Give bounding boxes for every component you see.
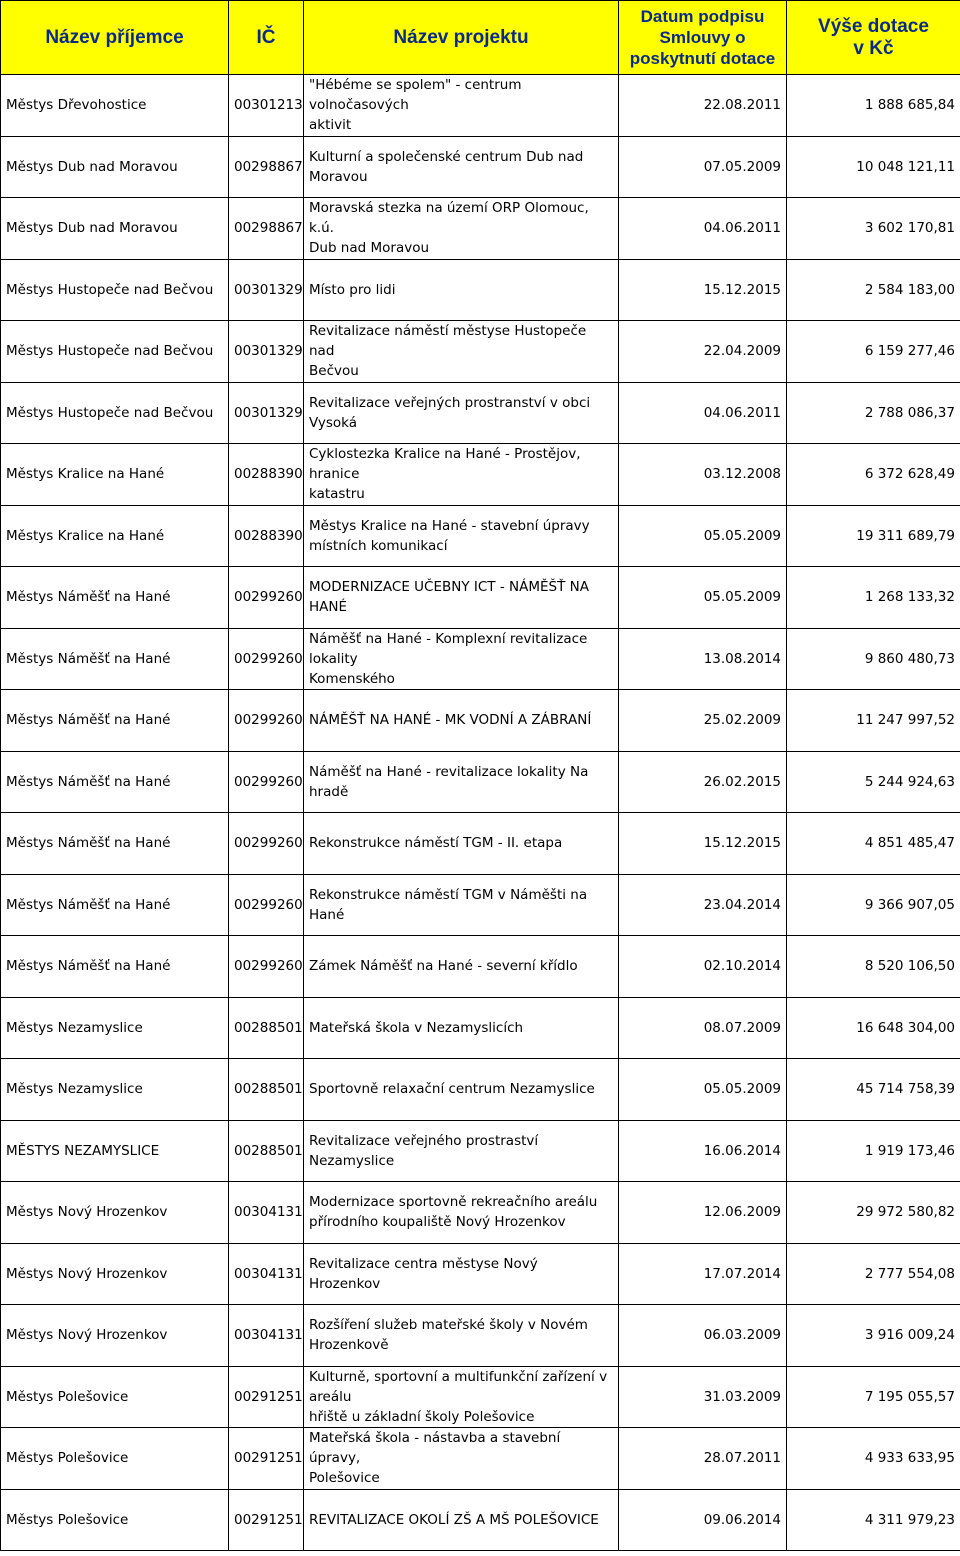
project-line: Rozšíření služeb mateřské školy v Novém bbox=[309, 1317, 588, 1334]
project-line: NÁMĚŠŤ NA HANÉ - MK VODNÍ A ZÁBRANÍ bbox=[309, 712, 592, 729]
recipient-cell: Městys Hustopeče nad Bečvou bbox=[1, 259, 229, 321]
amount-cell: 2 788 086,37 bbox=[787, 382, 960, 444]
project-line: Revitalizace veřejných prostranství v obci bbox=[309, 394, 591, 411]
project-line: Moravou bbox=[309, 168, 368, 185]
ic-cell: 00304131 bbox=[229, 1243, 304, 1305]
recipient-cell: Městys Dřevohostice bbox=[1, 75, 229, 137]
project-line: HANÉ bbox=[309, 599, 348, 616]
table-row bbox=[1, 1120, 960, 1182]
ic-cell: 00304131 bbox=[229, 1182, 304, 1244]
table-row bbox=[1, 690, 960, 752]
project-line: Dub nad Moravou bbox=[309, 240, 430, 257]
table-row bbox=[1, 75, 960, 137]
date-cell: 28.07.2011 bbox=[619, 1428, 787, 1490]
project-line: k.ú. bbox=[309, 220, 334, 237]
project-line: Sportovně relaxační centrum Nezamyslice bbox=[309, 1081, 595, 1098]
project-line: Polešovice bbox=[309, 1470, 380, 1487]
date-cell: 04.06.2011 bbox=[619, 382, 787, 444]
recipient-cell: Městys Náměšť na Hané bbox=[1, 751, 229, 813]
table-row bbox=[1, 444, 960, 506]
project-line: Místo pro lidi bbox=[309, 281, 396, 298]
ic-cell: 00299260 bbox=[229, 690, 304, 752]
amount-cell: 11 247 997,52 bbox=[787, 690, 960, 752]
project-cell bbox=[304, 1182, 619, 1244]
amount-cell: 6 372 628,49 bbox=[787, 444, 960, 506]
date-cell: 13.08.2014 bbox=[619, 628, 787, 690]
date-cell: 23.04.2014 bbox=[619, 874, 787, 936]
recipient-cell: Městys Dub nad Moravou bbox=[1, 198, 229, 260]
amount-cell: 16 648 304,00 bbox=[787, 997, 960, 1059]
amount-cell: 3 916 009,24 bbox=[787, 1305, 960, 1367]
recipient-cell: Městys Nezamyslice bbox=[1, 997, 229, 1059]
recipient-cell: Městys Hustopeče nad Bečvou bbox=[1, 321, 229, 383]
table-row bbox=[1, 321, 960, 383]
project-line: hřiště u základní školy Polešovice bbox=[309, 1408, 535, 1425]
ic-cell: 00299260 bbox=[229, 567, 304, 629]
recipient-cell: Městys Nový Hrozenkov bbox=[1, 1182, 229, 1244]
date-cell: 12.06.2009 bbox=[619, 1182, 787, 1244]
project-line: Hrozenkově bbox=[309, 1337, 389, 1354]
ic-cell: 00298867 bbox=[229, 198, 304, 260]
project-line: Hané bbox=[309, 906, 345, 923]
header-amount-line: v Kč bbox=[853, 37, 894, 59]
table-row bbox=[1, 1428, 960, 1490]
project-line: Nezamyslice bbox=[309, 1152, 395, 1169]
project-line: Zámek Náměšť na Hané - severní křídlo bbox=[309, 958, 578, 975]
amount-cell: 6 159 277,46 bbox=[787, 321, 960, 383]
project-cell bbox=[304, 321, 619, 383]
ic-cell: 00301329 bbox=[229, 321, 304, 383]
header-project: Název projektu bbox=[304, 1, 619, 75]
ic-cell: 00291251 bbox=[229, 1428, 304, 1490]
ic-cell: 00288390 bbox=[229, 505, 304, 567]
project-line: hradě bbox=[309, 783, 349, 800]
project-cell bbox=[304, 1243, 619, 1305]
project-cell bbox=[304, 567, 619, 629]
recipient-cell: Městys Nový Hrozenkov bbox=[1, 1305, 229, 1367]
amount-cell: 4 851 485,47 bbox=[787, 813, 960, 875]
ic-cell: 00299260 bbox=[229, 874, 304, 936]
amount-cell: 10 048 121,11 bbox=[787, 136, 960, 198]
header-date bbox=[619, 1, 787, 75]
date-cell: 09.06.2014 bbox=[619, 1489, 787, 1551]
recipient-cell: Městys Nezamyslice bbox=[1, 1059, 229, 1121]
table-row bbox=[1, 567, 960, 629]
recipient-cell: Městys Kralice na Hané bbox=[1, 444, 229, 506]
date-cell: 07.05.2009 bbox=[619, 136, 787, 198]
project-line: REVITALIZACE OKOLÍ ZŠ A MŠ POLEŠOVICE bbox=[309, 1511, 599, 1528]
table-row bbox=[1, 136, 960, 198]
project-line: lokality bbox=[309, 650, 358, 667]
date-cell: 25.02.2009 bbox=[619, 690, 787, 752]
table-row bbox=[1, 259, 960, 321]
table-row bbox=[1, 1243, 960, 1305]
date-cell: 15.12.2015 bbox=[619, 259, 787, 321]
ic-cell: 00288501 bbox=[229, 1059, 304, 1121]
table-row bbox=[1, 198, 960, 260]
table-row bbox=[1, 1305, 960, 1367]
project-cell bbox=[304, 382, 619, 444]
project-line: Bečvou bbox=[309, 363, 359, 380]
project-line: Revitalizace centra městyse Nový Hrozenkov bbox=[309, 1255, 538, 1292]
recipient-cell: Městys Náměšť na Hané bbox=[1, 690, 229, 752]
project-cell bbox=[304, 936, 619, 998]
ic-cell: 00288501 bbox=[229, 997, 304, 1059]
ic-cell: 00299260 bbox=[229, 813, 304, 875]
date-cell: 05.05.2009 bbox=[619, 1059, 787, 1121]
project-cell bbox=[304, 997, 619, 1059]
project-line: Náměšť na Hané - revitalizace lokality Na bbox=[309, 763, 589, 780]
header-amount-line: Výše dotace bbox=[818, 15, 929, 37]
project-line: aktivit bbox=[309, 117, 352, 134]
recipient-cell: Městys Náměšť na Hané bbox=[1, 813, 229, 875]
table-row bbox=[1, 1182, 960, 1244]
project-line: Mateřská škola - nástavba a stavební úpravy, bbox=[309, 1430, 561, 1467]
date-cell: 03.12.2008 bbox=[619, 444, 787, 506]
ic-cell: 00301213 bbox=[229, 75, 304, 137]
project-cell bbox=[304, 690, 619, 752]
project-cell bbox=[304, 1305, 619, 1367]
project-cell bbox=[304, 259, 619, 321]
project-line: Náměšť na Hané - Komplexní revitalizace bbox=[309, 630, 588, 647]
project-line: katastru bbox=[309, 486, 365, 503]
header-amount bbox=[787, 1, 960, 75]
project-cell bbox=[304, 813, 619, 875]
amount-cell: 7 195 055,57 bbox=[787, 1366, 960, 1428]
amount-cell: 29 972 580,82 bbox=[787, 1182, 960, 1244]
recipient-cell: Městys Dub nad Moravou bbox=[1, 136, 229, 198]
project-cell bbox=[304, 198, 619, 260]
amount-cell: 4 311 979,23 bbox=[787, 1489, 960, 1551]
table-row bbox=[1, 382, 960, 444]
project-cell bbox=[304, 628, 619, 690]
table-row bbox=[1, 751, 960, 813]
header-date-line: poskytnutí dotace bbox=[629, 49, 776, 68]
project-line: Mateřská škola v Nezamyslicích bbox=[309, 1019, 524, 1036]
table-row bbox=[1, 1366, 960, 1428]
table-row bbox=[1, 1489, 960, 1551]
project-line: "Hébéme se spolem" - centrum bbox=[309, 77, 522, 94]
amount-cell: 8 520 106,50 bbox=[787, 936, 960, 998]
amount-cell: 19 311 689,79 bbox=[787, 505, 960, 567]
project-line: Cyklostezka Kralice na Hané - Prostějov, bbox=[309, 446, 581, 463]
table-row bbox=[1, 1059, 960, 1121]
header-row bbox=[1, 1, 960, 75]
project-line: Moravská stezka na území ORP Olomouc, bbox=[309, 200, 589, 217]
project-line: areálu bbox=[309, 1388, 352, 1405]
table-row bbox=[1, 874, 960, 936]
date-cell: 22.04.2009 bbox=[619, 321, 787, 383]
project-line: Rekonstrukce náměstí TGM - II. etapa bbox=[309, 835, 563, 852]
date-cell: 31.03.2009 bbox=[619, 1366, 787, 1428]
amount-cell: 2 777 554,08 bbox=[787, 1243, 960, 1305]
header-recipient: Název příjemce bbox=[1, 1, 229, 75]
project-line: místních komunikací bbox=[309, 537, 448, 554]
table-body bbox=[1, 75, 960, 1551]
table-row bbox=[1, 813, 960, 875]
date-cell: 05.05.2009 bbox=[619, 505, 787, 567]
amount-cell: 9 860 480,73 bbox=[787, 628, 960, 690]
date-cell: 26.02.2015 bbox=[619, 751, 787, 813]
date-cell: 16.06.2014 bbox=[619, 1120, 787, 1182]
date-cell: 02.10.2014 bbox=[619, 936, 787, 998]
project-cell bbox=[304, 1428, 619, 1490]
ic-cell: 00291251 bbox=[229, 1489, 304, 1551]
date-cell: 06.03.2009 bbox=[619, 1305, 787, 1367]
project-line: přírodního koupaliště Nový Hrozenkov bbox=[309, 1214, 566, 1231]
project-line: MODERNIZACE UČEBNY ICT - NÁMĚŠŤ NA bbox=[309, 579, 589, 596]
project-line: Revitalizace veřejného prostraství bbox=[309, 1132, 539, 1149]
recipient-cell: Městys Náměšť na Hané bbox=[1, 567, 229, 629]
amount-cell: 3 602 170,81 bbox=[787, 198, 960, 260]
recipient-cell: Městys Náměšť na Hané bbox=[1, 628, 229, 690]
project-line: Městys Kralice na Hané - stavební úpravy bbox=[309, 517, 590, 534]
date-cell: 22.08.2011 bbox=[619, 75, 787, 137]
project-cell bbox=[304, 874, 619, 936]
table-row bbox=[1, 997, 960, 1059]
date-cell: 17.07.2014 bbox=[619, 1243, 787, 1305]
project-cell bbox=[304, 75, 619, 137]
project-cell bbox=[304, 751, 619, 813]
project-line: volnočasových bbox=[309, 97, 409, 114]
recipient-cell: Městys Polešovice bbox=[1, 1428, 229, 1490]
project-cell bbox=[304, 505, 619, 567]
project-cell bbox=[304, 444, 619, 506]
ic-cell: 00299260 bbox=[229, 628, 304, 690]
amount-cell: 4 933 633,95 bbox=[787, 1428, 960, 1490]
date-cell: 04.06.2011 bbox=[619, 198, 787, 260]
ic-cell: 00301329 bbox=[229, 259, 304, 321]
project-line: Vysoká bbox=[309, 414, 358, 431]
ic-cell: 00298867 bbox=[229, 136, 304, 198]
project-line: Kulturně, sportovní a multifunkční zařízení v bbox=[309, 1368, 608, 1385]
project-cell bbox=[304, 136, 619, 198]
project-line: Revitalizace náměstí městyse Hustopeče nad bbox=[309, 323, 587, 360]
ic-cell: 00304131 bbox=[229, 1305, 304, 1367]
ic-cell: 00299260 bbox=[229, 936, 304, 998]
ic-cell: 00301329 bbox=[229, 382, 304, 444]
date-cell: 08.07.2009 bbox=[619, 997, 787, 1059]
recipient-cell: Městys Polešovice bbox=[1, 1366, 229, 1428]
recipient-cell: Městys Náměšť na Hané bbox=[1, 936, 229, 998]
project-line: Rekonstrukce náměstí TGM v Náměšti na bbox=[309, 886, 588, 903]
amount-cell: 5 244 924,63 bbox=[787, 751, 960, 813]
ic-cell: 00288390 bbox=[229, 444, 304, 506]
amount-cell: 9 366 907,05 bbox=[787, 874, 960, 936]
recipient-cell: Městys Nový Hrozenkov bbox=[1, 1243, 229, 1305]
amount-cell: 1 888 685,84 bbox=[787, 75, 960, 137]
amount-cell: 1 268 133,32 bbox=[787, 567, 960, 629]
project-line: Modernizace sportovně rekreačního areálu bbox=[309, 1194, 598, 1211]
project-line: hranice bbox=[309, 466, 360, 483]
table-row bbox=[1, 628, 960, 690]
ic-cell: 00291251 bbox=[229, 1366, 304, 1428]
amount-cell: 2 584 183,00 bbox=[787, 259, 960, 321]
recipient-cell: Městys Kralice na Hané bbox=[1, 505, 229, 567]
amount-cell: 45 714 758,39 bbox=[787, 1059, 960, 1121]
project-cell bbox=[304, 1366, 619, 1428]
table-row bbox=[1, 505, 960, 567]
date-cell: 15.12.2015 bbox=[619, 813, 787, 875]
recipient-cell: Městys Hustopeče nad Bečvou bbox=[1, 382, 229, 444]
recipient-cell: MĚSTYS NEZAMYSLICE bbox=[1, 1120, 229, 1182]
header-date-line: Smlouvy o bbox=[659, 28, 746, 47]
ic-cell: 00299260 bbox=[229, 751, 304, 813]
ic-cell: 00288501 bbox=[229, 1120, 304, 1182]
table-row bbox=[1, 936, 960, 998]
header-ic: IČ bbox=[229, 1, 304, 75]
date-cell: 05.05.2009 bbox=[619, 567, 787, 629]
project-cell bbox=[304, 1120, 619, 1182]
project-line: Komenského bbox=[309, 670, 395, 687]
project-cell bbox=[304, 1489, 619, 1551]
recipient-cell: Městys Náměšť na Hané bbox=[1, 874, 229, 936]
recipient-cell: Městys Polešovice bbox=[1, 1489, 229, 1551]
amount-cell: 1 919 173,46 bbox=[787, 1120, 960, 1182]
project-cell bbox=[304, 1059, 619, 1121]
project-line: Kulturní a společenské centrum Dub nad bbox=[309, 148, 584, 165]
header-date-line: Datum podpisu bbox=[640, 7, 765, 26]
